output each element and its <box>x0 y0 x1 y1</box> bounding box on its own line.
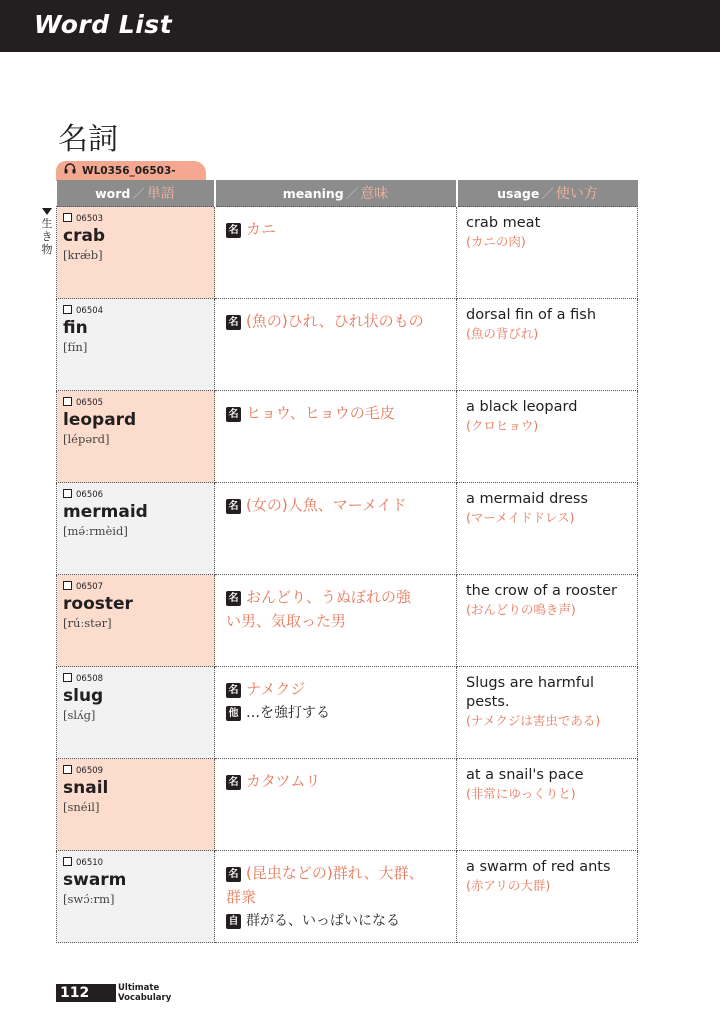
example-translation <box>466 509 631 527</box>
table-row <box>57 483 638 575</box>
translation-text: ナメクジは害虫である <box>470 713 596 728</box>
meaning-text: (昆虫などの)群れ、大群、 <box>246 864 424 882</box>
pronunciation: [krǽb] <box>63 248 103 262</box>
headphones-icon <box>64 161 76 181</box>
entry-number-line <box>63 489 214 502</box>
headword: snail <box>63 778 109 798</box>
entry-number-line <box>63 857 214 870</box>
translation-text: クロヒョウ <box>470 418 534 433</box>
word-cell <box>57 667 215 759</box>
column-header-word: word ／ 単語 <box>57 180 215 207</box>
meaning-cell <box>215 299 457 391</box>
part-of-speech-badge: 他 <box>226 706 241 721</box>
checkbox[interactable] <box>63 857 72 866</box>
headword: fin <box>63 318 88 338</box>
audio-track-id: WL0356_06503- <box>82 165 176 177</box>
meaning-text: 群衆 <box>226 888 257 906</box>
entry-number: 06506 <box>76 490 104 500</box>
open-paren: ( <box>466 418 471 433</box>
section-title: 名詞 <box>58 122 118 157</box>
checkbox[interactable] <box>63 213 72 222</box>
word-list-table <box>56 180 638 943</box>
meaning-text: カタツムリ <box>246 772 321 790</box>
page-number: 112 <box>56 984 116 1002</box>
usage-cell <box>457 575 638 667</box>
table-row <box>57 207 638 299</box>
meaning-text: おんどり、うぬぼれの強 <box>246 588 412 606</box>
usage-cell <box>457 759 638 851</box>
entry-number: 06505 <box>76 398 104 408</box>
meaning-line <box>226 585 448 609</box>
meaning-cell <box>215 667 457 759</box>
headword: leopard <box>63 410 137 430</box>
example-translation <box>466 877 631 895</box>
open-paren: ( <box>466 326 471 341</box>
meaning-cell <box>215 759 457 851</box>
word-cell <box>57 391 215 483</box>
meaning-line <box>226 861 448 885</box>
meaning-text: (女の)人魚、マーメイド <box>246 496 407 514</box>
usage-cell <box>457 299 638 391</box>
example-translation <box>466 785 631 803</box>
column-header-meaning: meaning ／ 意味 <box>215 180 457 207</box>
example-phrase: a black leopard <box>466 399 578 415</box>
meaning-line <box>226 677 448 701</box>
example-phrase: the crow of a rooster <box>466 583 617 599</box>
part-of-speech-badge: 名 <box>226 775 241 790</box>
word-cell <box>57 207 215 299</box>
close-paren: ) <box>595 713 601 728</box>
close-paren: ) <box>570 602 576 617</box>
meaning-text: …を強打する <box>246 705 330 721</box>
entry-number-line <box>63 581 214 594</box>
meaning-line <box>226 217 448 241</box>
part-of-speech-badge: 名 <box>226 315 241 330</box>
entry-number: 06510 <box>76 858 104 868</box>
headword: rooster <box>63 594 133 614</box>
headword: swarm <box>63 870 127 890</box>
word-cell <box>57 851 215 943</box>
category-label <box>40 208 54 256</box>
headword: mermaid <box>63 502 148 522</box>
example-translation <box>466 712 631 730</box>
category-char: 物 <box>41 243 53 256</box>
meaning-cell <box>215 207 457 299</box>
example-translation <box>466 601 631 619</box>
meaning-line <box>226 701 448 725</box>
pronunciation: [mə́ːrmèid] <box>63 524 128 538</box>
meaning-line <box>226 909 448 933</box>
word-cell <box>57 759 215 851</box>
entry-number: 06507 <box>76 582 104 592</box>
part-of-speech-badge: 自 <box>226 914 241 929</box>
example-translation <box>466 417 631 435</box>
part-of-speech-badge: 名 <box>226 683 241 698</box>
headword: slug <box>63 686 104 706</box>
meaning-text: い男、気取った男 <box>226 612 347 630</box>
close-paren: ) <box>545 878 551 893</box>
example-phrase: a mermaid dress <box>466 491 588 507</box>
entry-number-line <box>63 397 214 410</box>
usage-cell <box>457 391 638 483</box>
usage-cell <box>457 851 638 943</box>
word-cell <box>57 575 215 667</box>
pronunciation: [lépərd] <box>63 432 110 446</box>
pronunciation: [snéil] <box>63 800 100 814</box>
book-title: Ultimate Vocabulary <box>118 983 172 1003</box>
table-row <box>57 667 638 759</box>
page-header-title: Word List <box>34 10 173 39</box>
open-paren: ( <box>466 510 471 525</box>
meaning-text: (魚の)ひれ、ひれ状のもの <box>246 312 424 330</box>
checkbox[interactable] <box>63 581 72 590</box>
word-cell <box>57 299 215 391</box>
entry-number-line <box>63 213 214 226</box>
audio-track-tab[interactable] <box>56 161 206 181</box>
part-of-speech-badge: 名 <box>226 223 241 238</box>
entry-number-line <box>63 765 214 778</box>
meaning-line <box>226 609 448 633</box>
meaning-line <box>226 401 448 425</box>
example-phrase: pests. <box>466 694 510 710</box>
translation-text: 魚の背びれ <box>470 326 534 341</box>
example-translation <box>466 325 631 343</box>
translation-text: 赤アリの大群 <box>470 878 546 893</box>
entry-number-line <box>63 673 214 686</box>
translation-text: カニの肉 <box>470 234 521 249</box>
example-phrase: a swarm of red ants <box>466 859 611 875</box>
category-char: き <box>41 230 53 243</box>
meaning-text: カニ <box>246 220 277 238</box>
open-paren: ( <box>466 602 471 617</box>
meaning-text: 群がる、いっぱいになる <box>246 913 400 929</box>
usage-cell <box>457 483 638 575</box>
checkbox[interactable] <box>63 673 72 682</box>
headword: crab <box>63 226 106 246</box>
meaning-cell <box>215 851 457 943</box>
part-of-speech-badge: 名 <box>226 867 241 882</box>
usage-cell <box>457 207 638 299</box>
table-row <box>57 759 638 851</box>
meaning-text: ヒョウ、ヒョウの毛皮 <box>246 404 395 422</box>
checkbox[interactable] <box>63 489 72 498</box>
meaning-line <box>226 769 448 793</box>
entry-number: 06509 <box>76 766 104 776</box>
close-paren: ) <box>570 786 576 801</box>
example-phrase: dorsal fin of a fish <box>466 307 597 323</box>
translation-text: マーメイドドレス <box>470 510 570 525</box>
close-paren: ) <box>533 418 539 433</box>
close-paren: ) <box>533 326 539 341</box>
table-row <box>57 575 638 667</box>
part-of-speech-badge: 名 <box>226 591 241 606</box>
open-paren: ( <box>466 878 471 893</box>
entry-number: 06504 <box>76 306 104 316</box>
meaning-line <box>226 309 448 333</box>
pronunciation: [rúːstər] <box>63 616 112 630</box>
pronunciation: [slʌ́g] <box>63 708 96 722</box>
entry-number-line <box>63 305 214 318</box>
meaning-cell <box>215 391 457 483</box>
category-char: 生 <box>41 217 53 230</box>
table-row <box>57 391 638 483</box>
entry-number: 06508 <box>76 674 104 684</box>
example-phrase: Slugs are harmful <box>466 675 595 691</box>
meaning-text: ナメクジ <box>246 680 306 698</box>
open-paren: ( <box>466 713 471 728</box>
table-header-row <box>57 180 638 207</box>
meaning-cell <box>215 575 457 667</box>
usage-cell <box>457 667 638 759</box>
close-paren: ) <box>520 234 526 249</box>
pronunciation: [fín] <box>63 340 88 354</box>
top-banner <box>0 0 720 52</box>
part-of-speech-badge: 名 <box>226 407 241 422</box>
word-cell <box>57 483 215 575</box>
pronunciation: [swɔ́ːrm] <box>63 892 115 906</box>
column-header-usage: usage ／ 使い方 <box>457 180 638 207</box>
open-paren: ( <box>466 786 471 801</box>
table-row <box>57 299 638 391</box>
category-arrow-icon <box>42 208 52 215</box>
part-of-speech-badge: 名 <box>226 499 241 514</box>
checkbox[interactable] <box>63 397 72 406</box>
meaning-line <box>226 885 448 909</box>
example-translation <box>466 233 631 251</box>
meaning-cell <box>215 483 457 575</box>
example-phrase: at a snail's pace <box>466 767 584 783</box>
close-paren: ) <box>569 510 575 525</box>
entry-number: 06503 <box>76 214 104 224</box>
checkbox[interactable] <box>63 305 72 314</box>
translation-text: おんどりの鳴き声 <box>470 602 571 617</box>
open-paren: ( <box>466 234 471 249</box>
checkbox[interactable] <box>63 765 72 774</box>
meaning-line <box>226 493 448 517</box>
translation-text: 非常にゆっくりと <box>470 786 571 801</box>
table-row <box>57 851 638 943</box>
example-phrase: crab meat <box>466 215 541 231</box>
